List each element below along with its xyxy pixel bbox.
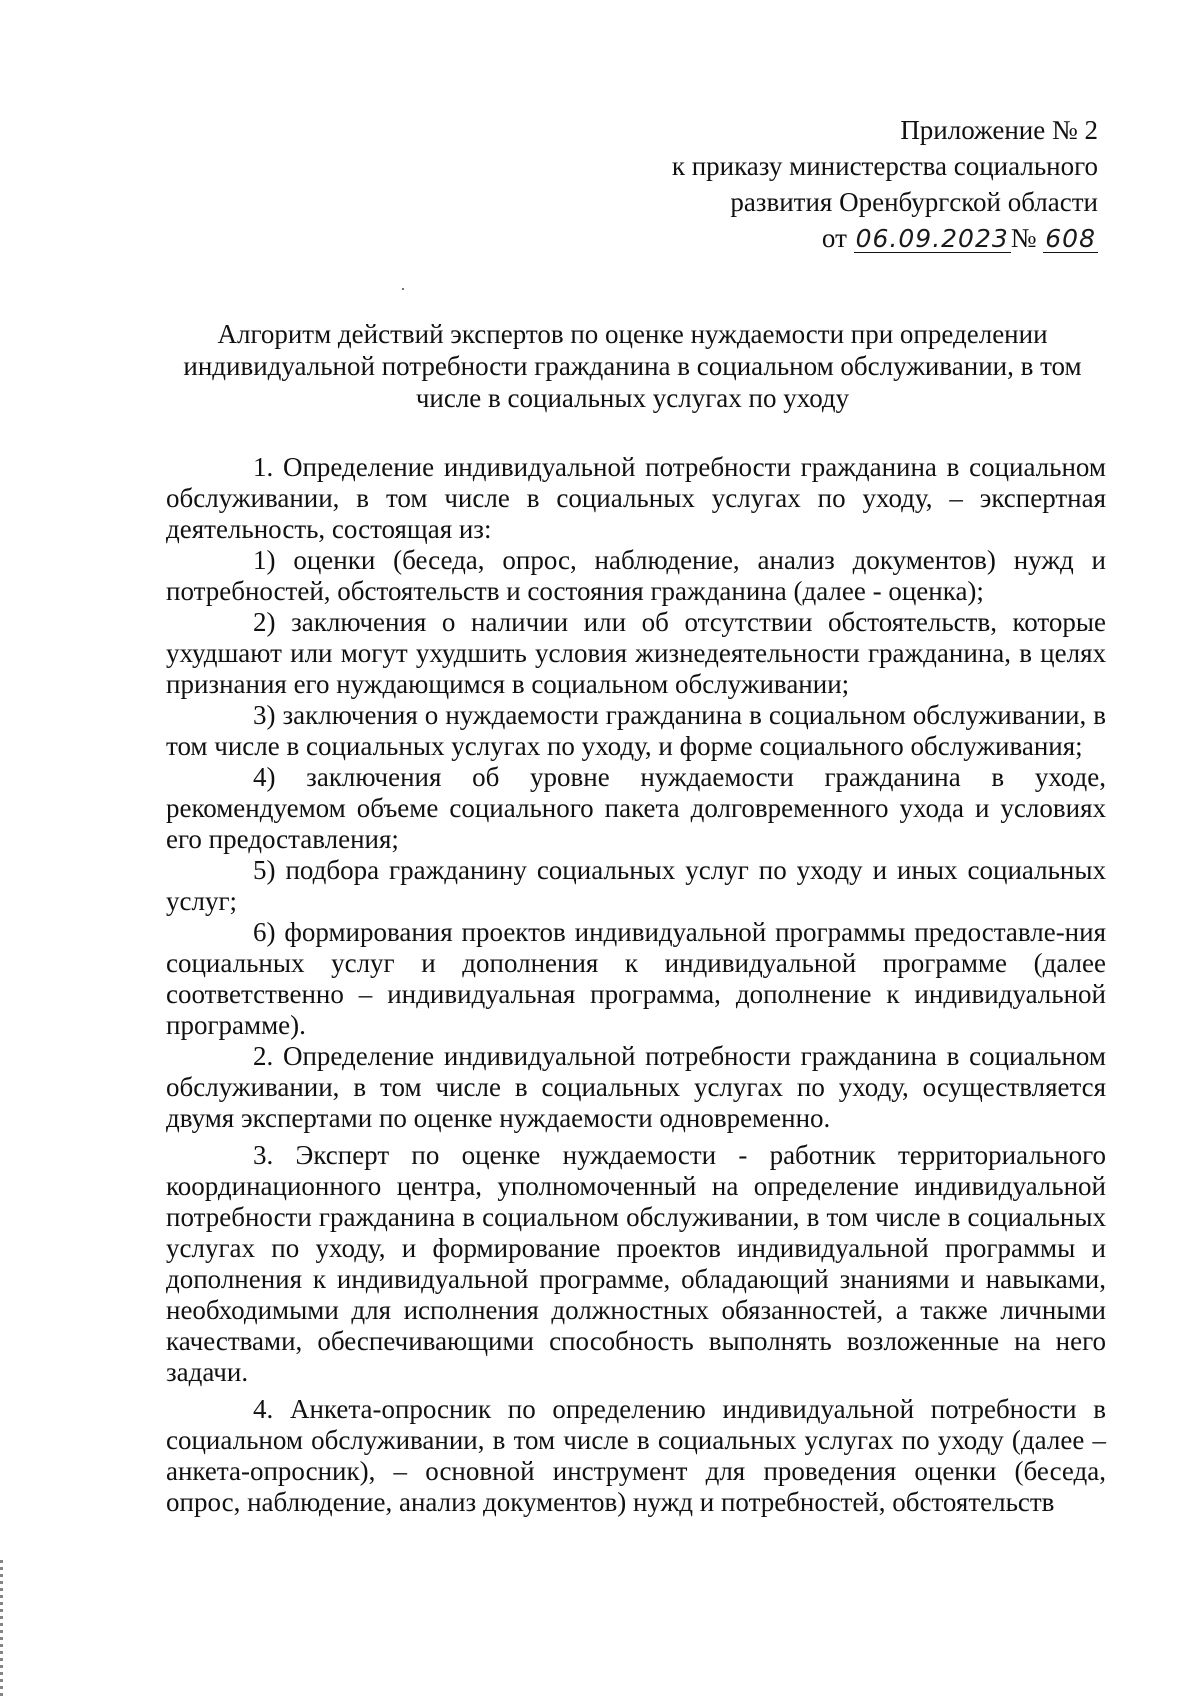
appendix-number: Приложение № 2 — [900, 115, 1098, 145]
appendix-header — [498, 112, 1098, 256]
paragraph: 4. Анкета-опросник по определению индивидуальной потребности в социальном обслуживании, в том числе в социальных услугах по уходу (далее – анкета-опросник), – основной инструмент для проведения оценки (беседа, опрос, наблюдение, анализ документов) нужд и потребностей, обстоятельств — [166, 1394, 1106, 1517]
paragraph: 1) оценки (беседа, опрос, наблюдение, анализ документов) нужд и потребностей, обстоятельств и состояния гражданина (далее - оценка); — [166, 545, 1106, 606]
date-number-line — [498, 220, 1098, 256]
scan-edge-artifact — [0, 1560, 3, 1697]
paragraph: 2) заключения о наличии или об отсутствии обстоятельств, которые ухудшают или могут ухудшить условия жизнедеятельности гражданина, в целях признания его нуждающимся в социальном обслуживании; — [166, 607, 1106, 699]
paragraph: 3) заключения о нуждаемости гражданина в социальном обслуживании, в том числе в социальных услугах по уходу, и форме социального обслуживания; — [166, 700, 1106, 761]
paragraph: 5) подбора гражданину социальных услуг по уходу и иных социальных услуг; — [166, 855, 1106, 916]
document-title: Алгоритм действий экспертов по оценке нуждаемости при определении индивидуальной потребности гражданина в социальном обслуживании, в том числе в социальных услугах по уходу — [183, 319, 1082, 413]
number-sign: № — [1010, 223, 1037, 253]
paragraph: 6) формирования проектов индивидуальной программы предоставле-ния социальных услуг и дополнения к индивидуальной программе (далее соответственно – индивидуальная программа, дополнение к индивидуальной программе). — [166, 917, 1106, 1040]
date-prefix: от — [821, 223, 847, 253]
order-reference-line: к приказу министерства социального — [671, 151, 1098, 181]
paragraph: 4) заключения об уровне нуждаемости гражданина в уходе, рекомендуемом объеме социального пакета долговременного ухода и условиях его предоставления; — [166, 762, 1106, 854]
scan-speck — [402, 288, 404, 290]
paragraph: 1. Определение индивидуальной потребности гражданина в социальном обслуживании, в том числе в социальных услугах по уходу, – экспертная деятельность, состоящая из: — [166, 452, 1106, 544]
handwritten-number: 608 — [1045, 224, 1096, 253]
handwritten-date: 06.09.2023 — [855, 224, 1009, 253]
document-body — [166, 452, 1106, 1518]
paragraph: 3. Эксперт по оценке нуждаемости - работник территориального координационного центра, уполномоченный на определение индивидуальной потребности гражданина в социальном обслуживании, в том числе в социальных услугах по уходу, и формирование проектов индивидуальной программы и дополнения к индивидуальной программе, обладающий знаниями и навыками, необходимыми для исполнения должностных обязанностей, а также личными качествами, обеспечивающими способность выполнять возложенные на него задачи. — [166, 1140, 1106, 1387]
paragraph: 2. Определение индивидуальной потребности гражданина в социальном обслуживании, в том числе в социальных услугах по уходу, осуществляется двумя экспертами по оценке нуждаемости одновременно. — [166, 1041, 1106, 1133]
ministry-line: развития Оренбургской области — [730, 187, 1098, 217]
